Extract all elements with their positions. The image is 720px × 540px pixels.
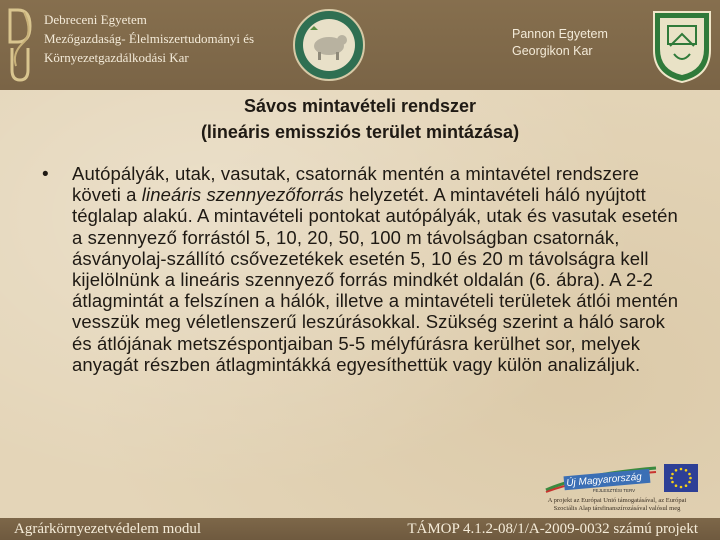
funding-note-line2: Szociális Alap társfinanszírozásával valósul meg [553,505,681,512]
bullet-text-italic: lineáris szennyezőforrás [141,184,344,206]
faculty-seal-icon [292,8,366,82]
left-university-name [44,10,284,67]
right-university-name [512,26,632,60]
right-university-line1: Pannon Egyetem [512,27,608,41]
uj-magyarorszag-banner-icon [542,464,660,494]
bullet-text-part2: helyzetét. A mintavételi háló nyújtott téglalap alakú. A mintavételi pontokat autópályák, utak és vasutak esetén a szennyező forrástól 5, 10, 20, 50, 100 m távolságban csatornák, ásványolaj-szállító csővezetékek esetén 5, 10 és 20 m távolságra kell kijelölnünk a lineáris szennyező forrás mindkét oldalán (6. ábra). A 2-2 átlagmintát a felszínen a hálók, illetve a mintavételi területek átlói mentén vesszük meg véletlenszerű leszúrásokkal. Szükség szerint a háló sarok és átlójának metszéspontjaiban 5-5 mélyfúrásra kerülhet sor, melyek anyagát részben átlagmintákká egyesíthettük vagy külön analizáljuk. [72,184,679,375]
left-university-line3: Környezetgazdálkodási Kar [44,50,189,65]
pannon-university-seal-icon [648,6,716,84]
bullet-text-part1: Autópályák, utak, vasutak, csatornák mentén a mintavétel rendszere követi a [72,163,640,206]
title-line1: Sávos mintavételi rendszer [243,96,477,116]
bullet-paragraph [72,163,687,375]
footer-module-name: Agrárkörnyezetvédelem modul [14,521,202,537]
bullet-marker: • [42,164,49,185]
funding-note-line1: A projekt az Európai Unió támogatásával, az Európai [547,497,687,504]
footer-band [0,518,720,540]
funding-note [534,497,700,513]
eu-flag-icon [664,464,698,492]
title-line2: (lineáris emissziós terület mintázása) [200,122,520,142]
slide-title [60,93,660,145]
left-university-line1: Debreceni Egyetem [44,12,147,27]
header-band [0,0,720,90]
banner-subtext: FEJLESZTÉSI TERV [592,488,636,493]
right-university-line2: Georgikon Kar [512,44,593,58]
funding-logo-block [534,464,700,518]
banner-text: Új Magyarország [565,471,643,490]
footer-project-id: TÁMOP 4.1.2-08/1/A-2009-0032 számú projekt [407,521,698,537]
debrecen-university-logo-icon [4,4,38,86]
left-university-line2: Mezőgazdaság- Élelmiszertudományi és [44,31,255,46]
